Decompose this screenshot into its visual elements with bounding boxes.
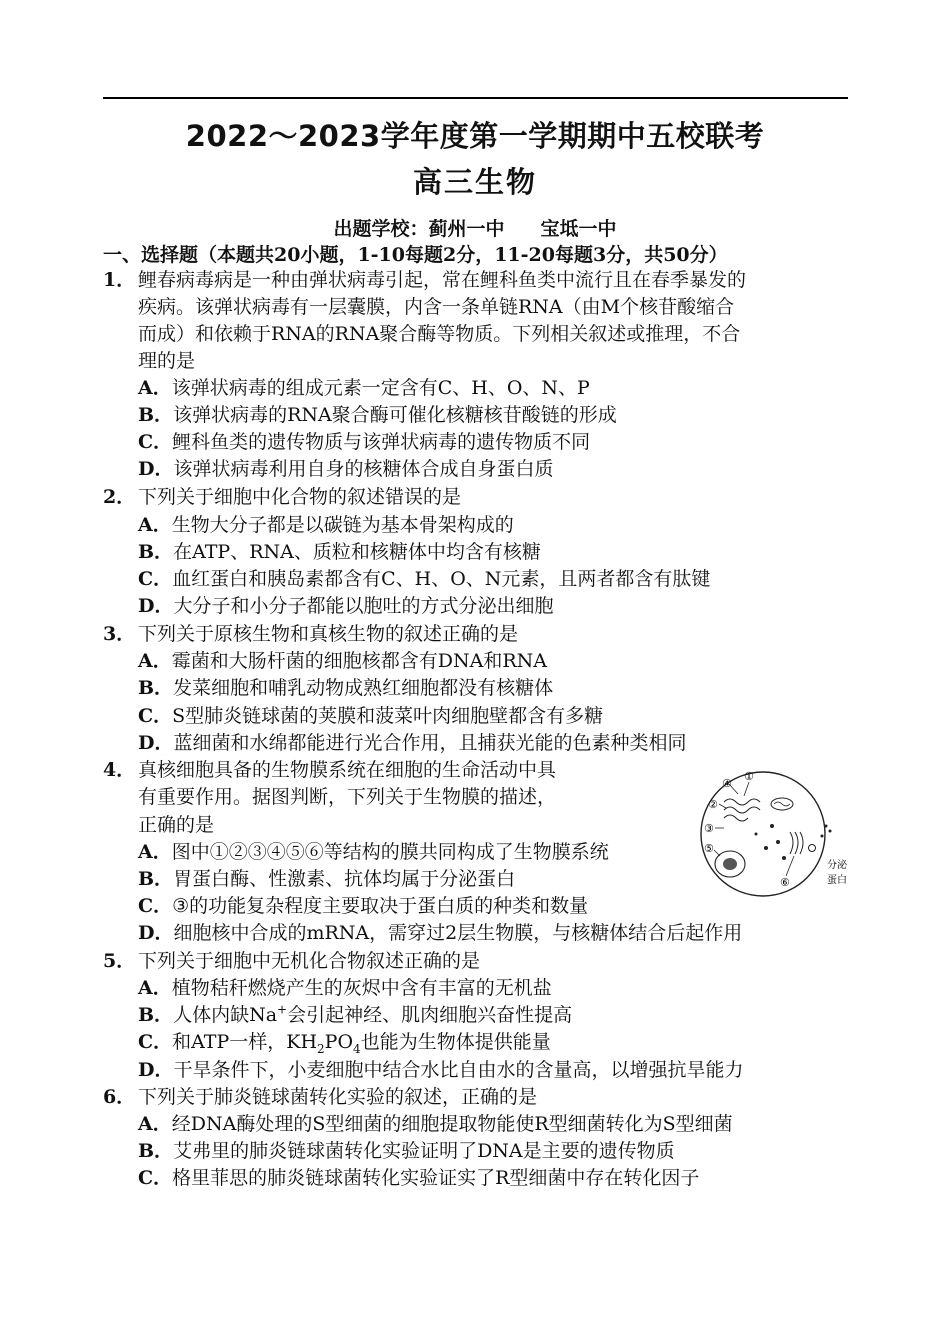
question-4-stem-line: 真核细胞具备的生物膜系统在细胞的生命活动中具 [138,759,557,781]
option-label: A． [138,841,172,863]
option-text: 会引起神经、肌肉细胞兴奋性提高 [287,1004,573,1026]
question-5-number: 5． [103,950,136,972]
question-2-option-d[interactable] [138,593,554,620]
figure-label-3: ③ [704,822,714,835]
school-line [0,214,950,241]
question-4-option-a[interactable] [138,839,609,866]
option-text: 该弹状病毒利用自身的核糖体合成自身蛋白质 [173,458,554,480]
figure-caption-2: 蛋白 [827,875,847,886]
golgi-shape [790,832,803,854]
superscript: + [277,1002,288,1017]
option-text: 大分子和小分子都能以胞吐的方式分泌出细胞 [173,595,554,617]
question-2-option-a[interactable] [138,512,514,539]
option-text: 植物秸秆燃烧产生的灰烬中含有丰富的无机盐 [171,977,552,999]
exam-subject: 高三生物 [412,165,537,199]
question-4-option-d[interactable] [138,920,742,947]
option-text: 格里菲思的肺炎链球菌转化实验证实了R型细菌中存在转化因子 [172,1167,700,1189]
option-text: 图中①②③④⑤⑥等结构的膜共同构成了生物膜系统 [171,841,609,863]
question-6-stem: 下列关于肺炎链球菌转化实验的叙述，正确的是 [138,1086,538,1108]
section-title: 一、选择题（本题共20小题，1-10每题2分，11-20每题3分，共50分） [103,244,728,266]
option-text: 蓝细菌和水绵都能进行光合作用，且捕获光能的色素种类相同 [173,732,687,754]
question-1-stem-line: 而成）和依赖于RNA的RNA聚合酶等物质。下列相关叙述或推理，不合 [138,323,741,345]
question-2-option-c[interactable] [138,566,710,593]
question-1-option-b[interactable] [138,402,617,429]
school-2: 宝坻一中 [540,218,617,240]
option-label: D． [138,922,174,944]
question-1-option-c[interactable] [138,429,590,456]
subscript: 4 [353,1041,361,1056]
question-1-option-d[interactable] [138,456,554,483]
school-1: 出题学校：蓟州一中 [333,218,505,240]
figure-label-4: ④ [722,777,732,790]
question-6-option-a[interactable] [138,1111,733,1138]
question-3-option-a[interactable] [138,648,547,675]
option-label: D． [138,595,174,617]
option-text: 在ATP、RNA、质粒和核糖体中均含有核糖 [173,541,541,563]
question-2-number: 2． [103,486,136,508]
question-1-stem-line: 鲤春病毒病是一种由弹状病毒引起，常在鲤科鱼类中流行且在春季暴发的 [138,269,747,291]
question-6-number: 6． [103,1086,136,1108]
option-label: B． [138,541,174,563]
option-label: C． [138,1167,173,1189]
option-label: D． [138,1059,174,1081]
option-label: C． [138,1031,173,1053]
question-3-option-b[interactable] [138,675,553,702]
question-1-stem-line: 理的是 [138,350,196,372]
option-text: 鲤科鱼类的遗传物质与该弹状病毒的遗传物质不同 [172,431,591,453]
nucleolus-shape [723,858,737,870]
option-text: 生物大分子都是以碳链为基本骨架构成的 [171,514,514,536]
option-label: C． [138,895,173,917]
option-text: 霉菌和大肠杆菌的细胞核都含有DNA和RNA [171,650,547,672]
question-4-option-b[interactable] [138,866,515,893]
option-text: ③的功能复杂程度主要取决于蛋白质的种类和数量 [172,895,589,917]
option-label: D． [138,458,174,480]
question-5-option-a[interactable] [138,975,552,1002]
question-2-stem: 下列关于细胞中化合物的叙述错误的是 [138,486,462,508]
question-5-option-d[interactable] [138,1057,744,1084]
option-label: A． [138,514,172,536]
cell-diagram [694,766,856,902]
question-5-option-c[interactable] [138,1029,551,1056]
option-text: S型肺炎链球菌的荚膜和菠菜叶肉细胞壁都含有多糖 [172,705,604,727]
option-label: B． [138,677,174,699]
option-text: 干旱条件下，小麦细胞中结合水比自由水的含量高，以增强抗旱能力 [173,1059,744,1081]
question-6-option-b[interactable] [138,1138,675,1165]
figure-caption-1: 分泌 [827,860,847,871]
question-1-option-a[interactable] [138,375,590,402]
question-4-option-c[interactable] [138,893,588,920]
option-text: PO [324,1031,354,1053]
option-text: 发菜细胞和哺乳动物成熟红细胞都没有核糖体 [173,677,554,699]
option-text: 艾弗里的肺炎链球菌转化实验证明了DNA是主要的遗传物质 [173,1140,675,1162]
option-label: B． [138,404,174,426]
option-text: 胃蛋白酶、性激素、抗体均属于分泌蛋白 [173,868,516,890]
option-label: C． [138,431,173,453]
question-3-stem: 下列关于原核生物和真核生物的叙述正确的是 [138,623,519,645]
figure-label-1: ① [744,770,754,783]
question-3-option-c[interactable] [138,703,603,730]
question-1-number: 1． [103,269,136,291]
option-text: 细胞核中合成的mRNA，需穿过2层生物膜，与核糖体结合后起作用 [173,922,743,944]
question-4-stem-line: 有重要作用。据图判断，下列关于生物膜的描述， [138,786,557,808]
option-text: 血红蛋白和胰岛素都含有C、H、O、N元素，且两者都含有肽键 [172,568,711,590]
question-6-option-c[interactable] [138,1165,699,1192]
option-text: 人体内缺Na [173,1004,278,1026]
figure-label-2: ② [708,798,718,811]
question-5-option-b[interactable] [138,1002,572,1029]
cell-membrane [701,772,825,896]
option-label: C． [138,705,173,727]
question-3-number: 3． [103,623,136,645]
option-label: D． [138,732,174,754]
er-shape [724,799,760,821]
question-3-option-d[interactable] [138,730,687,757]
question-5-stem: 下列关于细胞中无机化合物叙述正确的是 [138,950,481,972]
option-label: A． [138,977,172,999]
figure-label-6: ⑥ [780,876,790,889]
option-label: A． [138,377,172,399]
option-text: 经DNA酶处理的S型细菌的细胞提取物能使R型细菌转化为S型细菌 [171,1113,733,1135]
option-label: B． [138,1140,174,1162]
subscript: 2 [317,1041,325,1056]
option-text: 该弹状病毒的组成元素一定含有C、H、O、N、P [171,377,590,399]
header-rule [103,97,848,99]
question-4-stem-line: 正确的是 [138,814,215,836]
option-text: 也能为生物体提供能量 [360,1031,551,1053]
question-4-number: 4． [103,759,136,781]
option-label: C． [138,568,173,590]
option-label: B． [138,868,174,890]
option-text: 该弹状病毒的RNA聚合酶可催化核糖核苷酸链的形成 [173,404,617,426]
figure-label-5: ⑤ [704,842,714,855]
option-label: A． [138,650,172,672]
option-label: A． [138,1113,172,1135]
question-1-stem-line: 疾病。该弹状病毒有一层囊膜，内含一条单链RNA（由M个核苷酸缩合 [138,296,735,318]
question-2-option-b[interactable] [138,539,541,566]
option-text: 和ATP一样，KH [172,1031,318,1053]
exam-title: 2022～2023学年度第一学期期中五校联考 [185,119,765,153]
option-label: B． [138,1004,174,1026]
